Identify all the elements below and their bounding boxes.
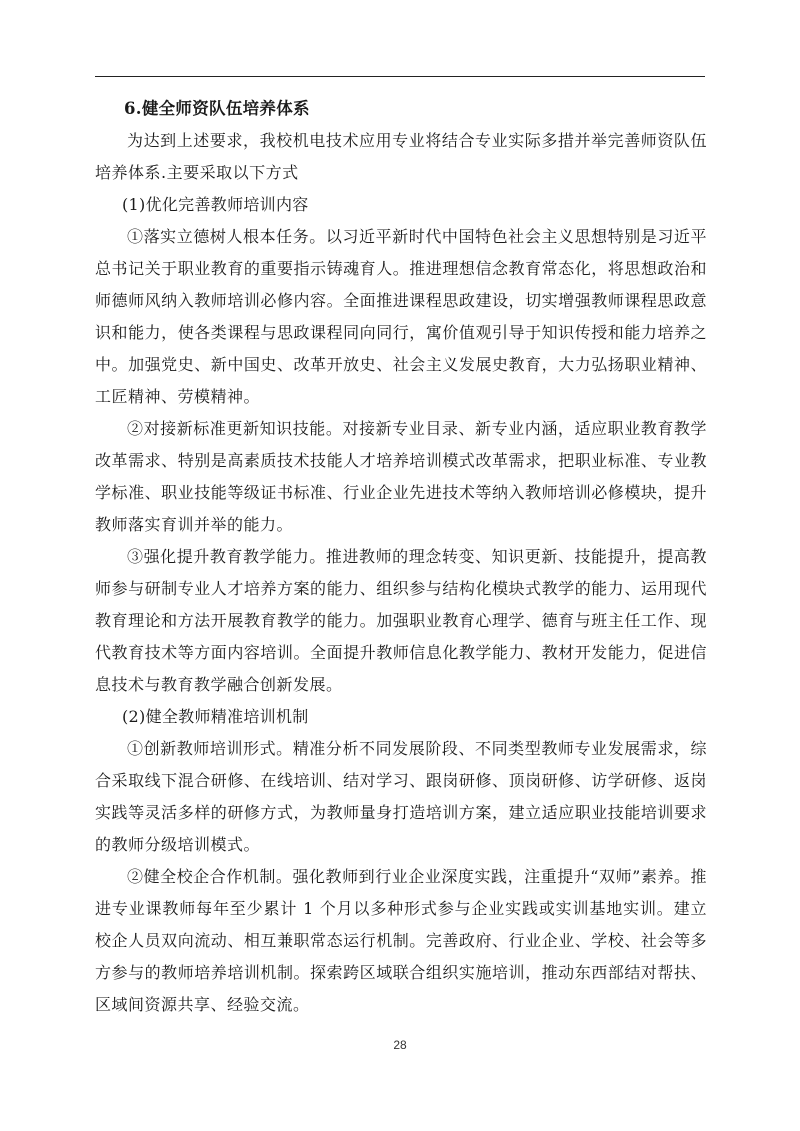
page-number: 28 [393, 1038, 407, 1052]
subsection-title-2: (2)健全教师精准培训机制 [122, 707, 309, 726]
document-body [95, 93, 707, 1021]
paragraph-1-3: ③强化提升教育教学能力。推进教师的理念转变、知识更新、技能提升，提高教师参与研制专业人才培养方案的能力、组织参与结构化模块式教学的能力、运用现代教育理论和方法开展教育教学的能力。加强职业教育心理学、德育与班主任工作、现代教育技术等方面内容培训。全面提升教师信息化教学能力、教材开发能力，促进信息技术与教育教学融合创新发展。 [95, 547, 707, 694]
section-heading: 6.健全师资队伍培养体系 [124, 99, 310, 118]
header-rule [95, 76, 705, 77]
paragraph-1-1: ①落实立德树人根本任务。以习近平新时代中国特色社会主义思想特别是习近平总书记关于职业教育的重要指示铸魂育人。推进理想信念教育常态化，将思想政治和师德师风纳入教师培训必修内容。全面推进课程思政建设，切实增强教师课程思政意识和能力，使各类课程与思政课程同向同行，寓价值观引导于知识传授和能力培养之中。加强党史、新中国史、改革开放史、社会主义发展史教育，大力弘扬职业精神、工匠精神、劳模精神。 [95, 227, 707, 406]
intro-paragraph: 为达到上述要求，我校机电技术应用专业将结合专业实际多措并举完善师资队伍培养体系.主要采取以下方式 [95, 131, 707, 182]
paragraph-2-2: ②健全校企合作机制。强化教师到行业企业深度实践，注重提升“双师”素养。推进专业课教师每年至少累计 1 个月以多种形式参与企业实践或实训基地实训。建立校企人员双向流动、相互兼职常态运行机制。完善政府、行业企业、学校、社会等多方参与的教师培养培训机制。探索跨区域联合组织实施培训，推动东西部结对帮扶、区域间资源共享、经验交流。 [95, 867, 707, 1014]
subsection-title-1: (1)优化完善教师培训内容 [122, 195, 309, 214]
paragraph-1-2: ②对接新标准更新知识技能。对接新专业目录、新专业内涵，适应职业教育教学改革需求、特别是高素质技术技能人才培养培训模式改革需求，把职业标准、专业教学标准、职业技能等级证书标准、行业企业先进技术等纳入教师培训必修模块，提升教师落实育训并举的能力。 [95, 419, 707, 534]
paragraph-2-1: ①创新教师培训形式。精准分析不同发展阶段、不同类型教师专业发展需求，综合采取线下混合研修、在线培训、结对学习、跟岗研修、顶岗研修、访学研修、返岗实践等灵活多样的研修方式，为教师量身打造培训方案，建立适应职业技能培训要求的教师分级培训模式。 [95, 739, 707, 854]
